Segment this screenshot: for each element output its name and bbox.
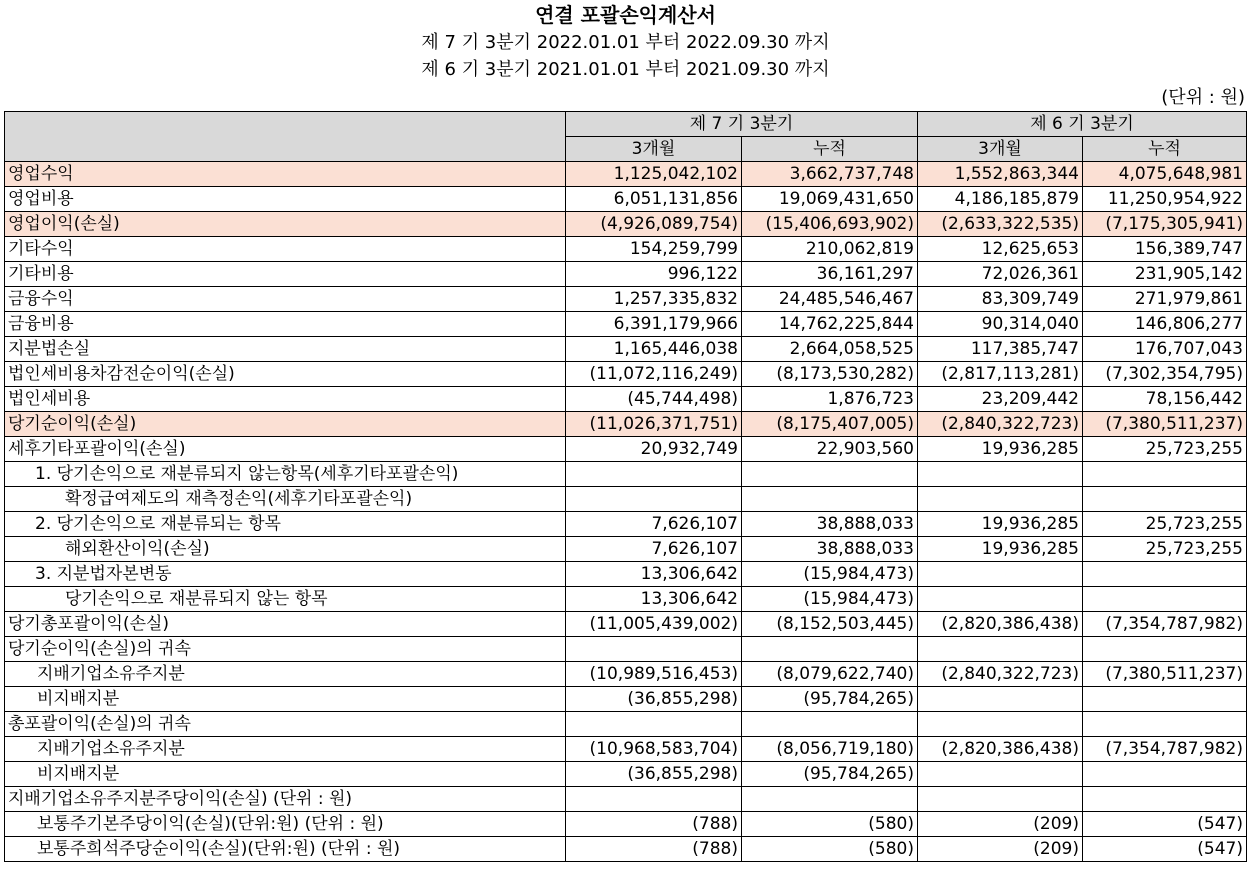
table-row bbox=[5, 237, 1247, 262]
row-label: 총포괄이익(손실)의 귀속 bbox=[5, 712, 566, 737]
prior-3m-value: 72,026,361 bbox=[918, 262, 1083, 287]
table-row bbox=[5, 537, 1247, 562]
prior-cum-value: (7,175,305,941) bbox=[1083, 212, 1247, 237]
prior-3m-value: 117,385,747 bbox=[918, 337, 1083, 362]
current-cum-value: 2,664,058,525 bbox=[742, 337, 918, 362]
prior-cum-value bbox=[1083, 787, 1247, 812]
prior-cum-value bbox=[1083, 587, 1247, 612]
prior-3m-value bbox=[918, 487, 1083, 512]
table-row bbox=[5, 362, 1247, 387]
row-label: 지배기업소유주지분주당이익(손실) (단위 : 원) bbox=[5, 787, 566, 812]
prior-cum-value: 176,707,043 bbox=[1083, 337, 1247, 362]
current-cum-value: (95,784,265) bbox=[742, 687, 918, 712]
prior-period-range: 제 6 기 3분기 2021.01.01 부터 2021.09.30 까지 bbox=[421, 59, 830, 80]
prior-cum-value bbox=[1083, 462, 1247, 487]
current-cum-value: (580) bbox=[742, 837, 918, 862]
current-3m-value: 996,122 bbox=[566, 262, 742, 287]
current-cum-value: (15,984,473) bbox=[742, 587, 918, 612]
prior-3m-value: 23,209,442 bbox=[918, 387, 1083, 412]
current-3m-value: (11,026,371,751) bbox=[566, 412, 742, 437]
table-row bbox=[5, 637, 1247, 662]
prior-cum-value: 156,389,747 bbox=[1083, 237, 1247, 262]
table-row bbox=[5, 437, 1247, 462]
current-3m-value: 7,626,107 bbox=[566, 537, 742, 562]
table-row bbox=[5, 587, 1247, 612]
current-cum-value: (15,406,693,902) bbox=[742, 212, 918, 237]
row-label: 법인세비용 bbox=[5, 387, 566, 412]
prior-cum-value: 11,250,954,922 bbox=[1083, 187, 1247, 212]
current-cum-value: 38,888,033 bbox=[742, 537, 918, 562]
prior-3m-value bbox=[918, 762, 1083, 787]
prior-3m-value bbox=[918, 587, 1083, 612]
table-row bbox=[5, 262, 1247, 287]
current-cum-value: 36,161,297 bbox=[742, 262, 918, 287]
row-label: 해외환산이익(손실) bbox=[5, 537, 566, 562]
current-cum-value bbox=[742, 712, 918, 737]
current-cum-value: 3,662,737,748 bbox=[742, 162, 918, 187]
row-label: 확정급여제도의 재측정손익(세후기타포괄손익) bbox=[5, 487, 566, 512]
current-cum-value: (8,175,407,005) bbox=[742, 412, 918, 437]
prior-3m-value: 90,314,040 bbox=[918, 312, 1083, 337]
prior-cum-value: 271,979,861 bbox=[1083, 287, 1247, 312]
prior-3m-value: (2,633,322,535) bbox=[918, 212, 1083, 237]
table-row bbox=[5, 412, 1247, 437]
prior-3m-value: (2,840,322,723) bbox=[918, 662, 1083, 687]
row-label: 3. 지분법자본변동 bbox=[5, 562, 566, 587]
current-cum-value: (95,784,265) bbox=[742, 762, 918, 787]
row-label: 비지배지분 bbox=[5, 762, 566, 787]
prior-3m-value bbox=[918, 462, 1083, 487]
current-3m-value bbox=[566, 712, 742, 737]
current-3m-value bbox=[566, 462, 742, 487]
current-3m-value: (36,855,298) bbox=[566, 762, 742, 787]
current-cum-value: (8,152,503,445) bbox=[742, 612, 918, 637]
table-row bbox=[5, 187, 1247, 212]
header-current-cum: 누적 bbox=[742, 137, 918, 162]
header-row-periods bbox=[5, 112, 1247, 137]
prior-3m-value bbox=[918, 562, 1083, 587]
current-cum-value bbox=[742, 487, 918, 512]
table-row bbox=[5, 812, 1247, 837]
prior-cum-value: 4,075,648,981 bbox=[1083, 162, 1247, 187]
prior-3m-value: (209) bbox=[918, 812, 1083, 837]
prior-cum-value: 146,806,277 bbox=[1083, 312, 1247, 337]
prior-cum-value bbox=[1083, 687, 1247, 712]
table-row bbox=[5, 162, 1247, 187]
row-label: 당기총포괄이익(손실) bbox=[5, 612, 566, 637]
current-3m-value bbox=[566, 787, 742, 812]
current-cum-value: 1,876,723 bbox=[742, 387, 918, 412]
current-cum-value bbox=[742, 787, 918, 812]
row-label: 기타비용 bbox=[5, 262, 566, 287]
row-label: 보통주기본주당이익(손실)(단위:원) (단위 : 원) bbox=[5, 812, 566, 837]
prior-cum-value: (547) bbox=[1083, 812, 1247, 837]
table-row bbox=[5, 312, 1247, 337]
prior-3m-value: (2,840,322,723) bbox=[918, 412, 1083, 437]
current-3m-value bbox=[566, 487, 742, 512]
prior-3m-value: (209) bbox=[918, 837, 1083, 862]
table-row bbox=[5, 512, 1247, 537]
current-cum-value: 210,062,819 bbox=[742, 237, 918, 262]
row-label: 지배기업소유주지분 bbox=[5, 662, 566, 687]
row-label: 보통주희석주당순이익(손실)(단위:원) (단위 : 원) bbox=[5, 837, 566, 862]
table-row bbox=[5, 287, 1247, 312]
prior-3m-value: 12,625,653 bbox=[918, 237, 1083, 262]
table-row bbox=[5, 662, 1247, 687]
prior-cum-value bbox=[1083, 637, 1247, 662]
table-row bbox=[5, 212, 1247, 237]
prior-cum-value: 25,723,255 bbox=[1083, 512, 1247, 537]
header-account bbox=[5, 112, 566, 162]
current-3m-value: (788) bbox=[566, 812, 742, 837]
unit-label: (단위 : 원) bbox=[1161, 87, 1245, 108]
current-cum-value: (8,056,719,180) bbox=[742, 737, 918, 762]
row-label: 금융수익 bbox=[5, 287, 566, 312]
table-row bbox=[5, 712, 1247, 737]
prior-cum-value bbox=[1083, 712, 1247, 737]
current-cum-value: 14,762,225,844 bbox=[742, 312, 918, 337]
row-label: 지분법손실 bbox=[5, 337, 566, 362]
current-3m-value: (10,968,583,704) bbox=[566, 737, 742, 762]
prior-cum-value: 25,723,255 bbox=[1083, 537, 1247, 562]
current-3m-value: (788) bbox=[566, 837, 742, 862]
current-3m-value: (10,989,516,453) bbox=[566, 662, 742, 687]
current-3m-value: 6,051,131,856 bbox=[566, 187, 742, 212]
prior-3m-value bbox=[918, 787, 1083, 812]
prior-cum-value bbox=[1083, 762, 1247, 787]
prior-3m-value: 19,936,285 bbox=[918, 537, 1083, 562]
current-cum-value bbox=[742, 637, 918, 662]
current-3m-value: (4,926,089,754) bbox=[566, 212, 742, 237]
current-cum-value: (15,984,473) bbox=[742, 562, 918, 587]
prior-cum-value: 25,723,255 bbox=[1083, 437, 1247, 462]
prior-3m-value bbox=[918, 687, 1083, 712]
row-label: 2. 당기손익으로 재분류되는 항목 bbox=[5, 512, 566, 537]
table-row bbox=[5, 762, 1247, 787]
row-label: 영업비용 bbox=[5, 187, 566, 212]
table-row bbox=[5, 562, 1247, 587]
income-statement-table bbox=[4, 111, 1247, 862]
table-row bbox=[5, 787, 1247, 812]
table-row bbox=[5, 612, 1247, 637]
header-prior-cum: 누적 bbox=[1083, 137, 1247, 162]
table-row bbox=[5, 487, 1247, 512]
prior-cum-value: (547) bbox=[1083, 837, 1247, 862]
current-3m-value: 1,125,042,102 bbox=[566, 162, 742, 187]
current-3m-value: 13,306,642 bbox=[566, 562, 742, 587]
table-row bbox=[5, 687, 1247, 712]
table-row bbox=[5, 837, 1247, 862]
prior-cum-value: 78,156,442 bbox=[1083, 387, 1247, 412]
row-label: 영업수익 bbox=[5, 162, 566, 187]
row-label: 당기순이익(손실) bbox=[5, 412, 566, 437]
current-3m-value: 154,259,799 bbox=[566, 237, 742, 262]
prior-cum-value: (7,354,787,982) bbox=[1083, 737, 1247, 762]
table-row bbox=[5, 387, 1247, 412]
table-row bbox=[5, 462, 1247, 487]
current-cum-value: (8,079,622,740) bbox=[742, 662, 918, 687]
current-cum-value: 24,485,546,467 bbox=[742, 287, 918, 312]
current-period-range: 제 7 기 3분기 2022.01.01 부터 2022.09.30 까지 bbox=[421, 32, 830, 53]
prior-3m-value: 19,936,285 bbox=[918, 512, 1083, 537]
prior-cum-value bbox=[1083, 562, 1247, 587]
row-label: 기타수익 bbox=[5, 237, 566, 262]
prior-3m-value: (2,820,386,438) bbox=[918, 612, 1083, 637]
prior-3m-value: (2,817,113,281) bbox=[918, 362, 1083, 387]
header-prior-period: 제 6 기 3분기 bbox=[918, 112, 1247, 137]
row-label: 세후기타포괄이익(손실) bbox=[5, 437, 566, 462]
current-3m-value: (11,072,116,249) bbox=[566, 362, 742, 387]
current-3m-value: (36,855,298) bbox=[566, 687, 742, 712]
row-label: 법인세비용차감전순이익(손실) bbox=[5, 362, 566, 387]
prior-cum-value: (7,380,511,237) bbox=[1083, 412, 1247, 437]
prior-3m-value bbox=[918, 637, 1083, 662]
prior-cum-value: (7,354,787,982) bbox=[1083, 612, 1247, 637]
current-cum-value: 19,069,431,650 bbox=[742, 187, 918, 212]
prior-3m-value: 19,936,285 bbox=[918, 437, 1083, 462]
row-label: 금융비용 bbox=[5, 312, 566, 337]
current-3m-value: 7,626,107 bbox=[566, 512, 742, 537]
row-label: 지배기업소유주지분 bbox=[5, 737, 566, 762]
table-row bbox=[5, 737, 1247, 762]
prior-cum-value: (7,302,354,795) bbox=[1083, 362, 1247, 387]
prior-3m-value: (2,820,386,438) bbox=[918, 737, 1083, 762]
current-3m-value: 6,391,179,966 bbox=[566, 312, 742, 337]
header-current-period: 제 7 기 3분기 bbox=[566, 112, 918, 137]
current-3m-value: (45,744,498) bbox=[566, 387, 742, 412]
row-label: 비지배지분 bbox=[5, 687, 566, 712]
current-3m-value: 1,165,446,038 bbox=[566, 337, 742, 362]
current-cum-value: (580) bbox=[742, 812, 918, 837]
statement-title: 연결 포괄손익계산서 bbox=[535, 3, 716, 27]
prior-3m-value bbox=[918, 712, 1083, 737]
prior-3m-value: 4,186,185,879 bbox=[918, 187, 1083, 212]
current-cum-value: 38,888,033 bbox=[742, 512, 918, 537]
row-label: 1. 당기손익으로 재분류되지 않는항목(세후기타포괄손익) bbox=[5, 462, 566, 487]
current-3m-value: 13,306,642 bbox=[566, 587, 742, 612]
current-3m-value bbox=[566, 637, 742, 662]
prior-cum-value: 231,905,142 bbox=[1083, 262, 1247, 287]
header-current-3m: 3개월 bbox=[566, 137, 742, 162]
prior-3m-value: 83,309,749 bbox=[918, 287, 1083, 312]
prior-cum-value: (7,380,511,237) bbox=[1083, 662, 1247, 687]
current-cum-value: (8,173,530,282) bbox=[742, 362, 918, 387]
row-label: 당기순이익(손실)의 귀속 bbox=[5, 637, 566, 662]
prior-3m-value: 1,552,863,344 bbox=[918, 162, 1083, 187]
table-row bbox=[5, 337, 1247, 362]
header-prior-3m: 3개월 bbox=[918, 137, 1083, 162]
current-cum-value: 22,903,560 bbox=[742, 437, 918, 462]
row-label: 영업이익(손실) bbox=[5, 212, 566, 237]
row-label: 당기손익으로 재분류되지 않는 항목 bbox=[5, 587, 566, 612]
current-cum-value bbox=[742, 462, 918, 487]
current-3m-value: 1,257,335,832 bbox=[566, 287, 742, 312]
current-3m-value: 20,932,749 bbox=[566, 437, 742, 462]
current-3m-value: (11,005,439,002) bbox=[566, 612, 742, 637]
prior-cum-value bbox=[1083, 487, 1247, 512]
